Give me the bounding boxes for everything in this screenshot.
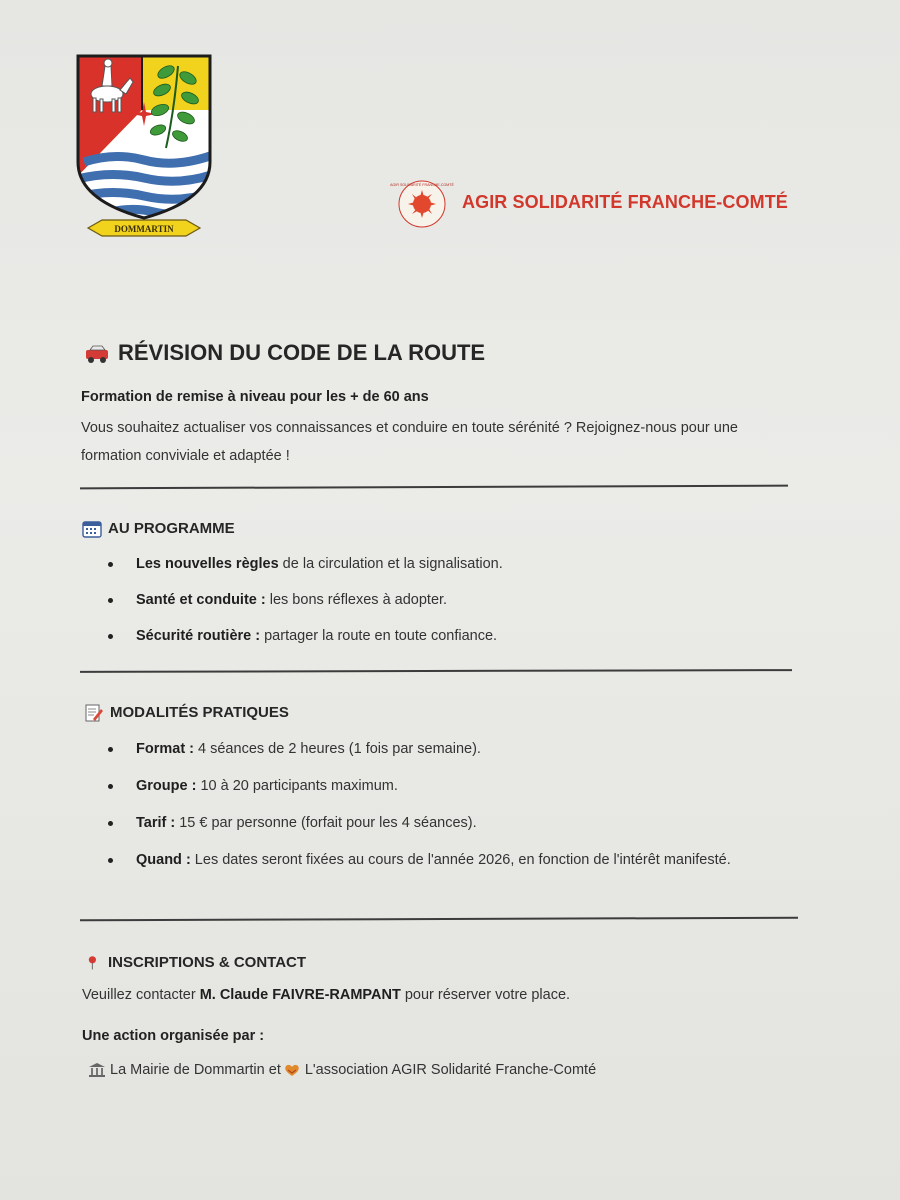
subtitle: Formation de remise à niveau pour les + de 60 ans [81, 389, 429, 405]
item-text: 10 à 20 participants maximum. [196, 778, 398, 794]
list-item [106, 811, 786, 835]
item-text: 15 € par personne (forfait pour les 4 séances). [175, 815, 477, 831]
section-contact-title [86, 954, 306, 972]
agir-logo-text: AGIR SOLIDARITÉ FRANCHE-COMTÉ [390, 183, 454, 187]
item-bold: Santé et conduite : [136, 592, 266, 608]
car-icon [84, 344, 110, 364]
item-bold: Sécurité routière : [136, 628, 261, 644]
item-text: les bons réflexes à adopter. [265, 592, 448, 608]
list-item [106, 737, 786, 761]
classical-building-icon [88, 1062, 106, 1078]
item-bold: Tarif : [136, 815, 176, 831]
list-item [106, 848, 786, 872]
pushpin-icon [86, 954, 102, 972]
item-text: partager la route en toute confiance. [260, 628, 498, 644]
item-bold: Les nouvelles règles [136, 556, 279, 572]
contact-line [82, 987, 570, 1003]
page-title [84, 340, 485, 366]
list-item [106, 774, 786, 798]
section-programme-label: AU PROGRAMME [108, 520, 235, 537]
item-text: 4 séances de 2 heures (1 fois par semaine). [194, 741, 481, 757]
heart-hands-icon [283, 1062, 301, 1078]
organizer-label: Une action organisée par : [82, 1028, 265, 1044]
calendar-icon [82, 520, 102, 538]
section-modalites-label: MODALITÉS PRATIQUES [110, 704, 289, 721]
divider [80, 485, 788, 490]
page-title-text: RÉVISION DU CODE DE LA ROUTE [118, 340, 486, 365]
agir-sun-logo [390, 180, 454, 228]
item-text: de la circulation et la signalisation. [278, 556, 503, 572]
section-modalites-title [84, 704, 289, 722]
organizer-line [86, 1062, 596, 1078]
contact-text: Veuillez contacter [82, 987, 200, 1003]
memo-icon [84, 704, 104, 722]
contact-name: M. Claude FAIVRE-RAMPANT [199, 987, 401, 1003]
dommartin-crest [74, 52, 214, 242]
list-item [106, 552, 806, 576]
divider [80, 917, 798, 922]
section-programme-title [82, 520, 235, 538]
intro-paragraph: Vous souhaitez actualiser vos connaissances et conduire en toute sérénité ? Rejoignez-nous pour une formation conviviale et adaptée ! [81, 420, 738, 464]
agir-organization-name: AGIR SOLIDARITÉ FRANCHE-COMTÉ [462, 192, 788, 212]
crest-banner-text: DOMMARTIN [114, 224, 174, 234]
section-contact-label: INSCRIPTIONS & CONTACT [108, 954, 307, 971]
item-bold: Quand : [136, 852, 191, 868]
item-bold: Format : [136, 741, 194, 757]
organizer-agir: L'association AGIR Solidarité Franche-Comté [304, 1062, 597, 1078]
divider [80, 669, 792, 673]
list-item [106, 624, 806, 648]
item-text: Les dates seront fixées au cours de l'année 2026, en fonction de l'intérêt manifesté. [190, 852, 731, 868]
organizer-mairie: La Mairie de Dommartin et [110, 1062, 281, 1078]
programme-list [106, 552, 806, 660]
modalites-list [106, 737, 786, 885]
item-bold: Groupe : [136, 778, 197, 794]
contact-text: pour réserver votre place. [400, 987, 571, 1003]
list-item [106, 588, 806, 612]
